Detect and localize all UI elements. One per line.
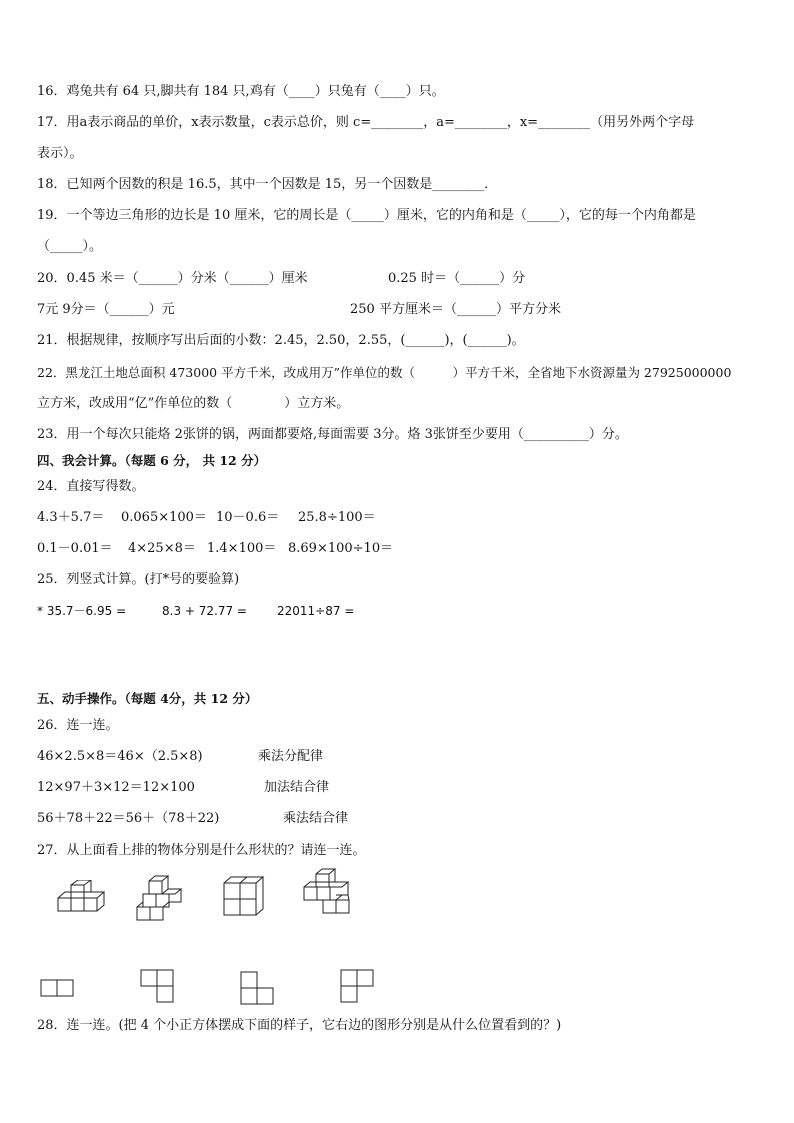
section-4-header: 四、我会计算。（每题 6 分， 共 12 分）	[37, 453, 267, 468]
question-21: 21．根据规律，按顺序写出后面的小数：2.45，2.50，2.55，(______)，(______)。	[37, 333, 525, 348]
question-27: 27．从上面看上排的物体分别是什么形状的？请连一连。	[37, 843, 366, 858]
law-expression: 12×97＋3×12＝12×100	[37, 780, 195, 795]
cube-figure-1	[55, 880, 105, 920]
question-19-line2: （_____）。	[37, 239, 103, 254]
question-24: 24．直接写得数。	[37, 479, 145, 494]
calc-item: 0.065×100＝	[121, 510, 207, 525]
vertical-calc-item: 8.3 + 72.77 =	[162, 604, 247, 618]
cube-figure-3	[222, 875, 272, 920]
calc-item: 4.3＋5.7＝	[37, 510, 105, 525]
law-expression: 46×2.5×8＝46×（2.5×8)	[37, 749, 203, 764]
question-26: 26．连一连。	[37, 718, 119, 733]
question-20-part4: 250 平方厘米＝（______）平方分米	[350, 302, 561, 317]
law-name: 乘法分配律	[258, 749, 324, 764]
question-20-part3: 7元 9分＝（______）元	[37, 302, 175, 317]
question-28: 28．连一连。(把 4 个小正方体摆成下面的样子，它右边的图形分别是从什么位置看到的？)	[37, 1018, 562, 1033]
question-17-line2: 表示）。	[37, 146, 83, 161]
question-22-line1: 22．黑龙江土地总面积 473000 平方千米，改成用万”作单位的数（ ）平方千米，全省地下水资源量为 27925000000	[37, 365, 732, 380]
question-19-line1: 19．一个等边三角形的边长是 10 厘米，它的周长是（_____）厘米，它的内角和是（_____），它的每一个内角都是	[37, 208, 696, 223]
question-17-line1: 17．用a表示商品的单价，x表示数量，c表示总价，则 c=________，a=________，x=________（用另外两个字母	[37, 115, 695, 130]
cube-figure-2	[135, 873, 190, 923]
question-25: 25．列竖式计算。(打*号的要验算)	[37, 572, 240, 587]
question-20-part2: 0.25 时＝（______）分	[388, 271, 526, 286]
question-16: 16．鸡兔共有 64 只,脚共有 184 只,鸡有（____）只兔有（____）只。	[37, 84, 445, 99]
calc-item: 4×25×8＝	[128, 541, 196, 556]
calc-item: 8.69×100÷10＝	[288, 541, 394, 556]
law-expression: 56＋78＋22＝56＋（78＋22)	[37, 811, 220, 826]
calc-item: 10－0.6＝	[216, 510, 280, 525]
question-18: 18．已知两个因数的积是 16.5，其中一个因数是 15，另一个因数是________．	[37, 177, 498, 192]
calc-item: 1.4×100＝	[207, 541, 277, 556]
vertical-calc-item: * 35.7－6.95 =	[37, 604, 127, 618]
law-name: 乘法结合律	[283, 811, 349, 826]
question-22-line2: 立方米，改成用“亿”作单位的数（ ）立方米。	[37, 396, 350, 411]
section-5-header: 五、动手操作。（每题 4分，共 12 分）	[37, 691, 258, 706]
top-view-shape-2	[140, 968, 180, 1008]
question-23: 23．用一个每次只能烙 2张饼的锅，两面都要烙,每面需要 3分。烙 3张饼至少要用（__________）分。	[37, 427, 628, 442]
top-view-shape-1	[40, 978, 76, 1000]
vertical-calc-item: 22011÷87 =	[277, 604, 355, 618]
question-20-part1: 20．0.45 米＝（______）分米（______）厘米	[37, 271, 308, 286]
cube-figure-4	[300, 868, 355, 923]
calc-item: 0.1－0.01＝	[37, 541, 113, 556]
calc-item: 25.8÷100＝	[298, 510, 376, 525]
top-view-shape-3	[240, 970, 280, 1010]
law-name: 加法结合律	[264, 780, 330, 795]
top-view-shape-4	[340, 968, 380, 1008]
